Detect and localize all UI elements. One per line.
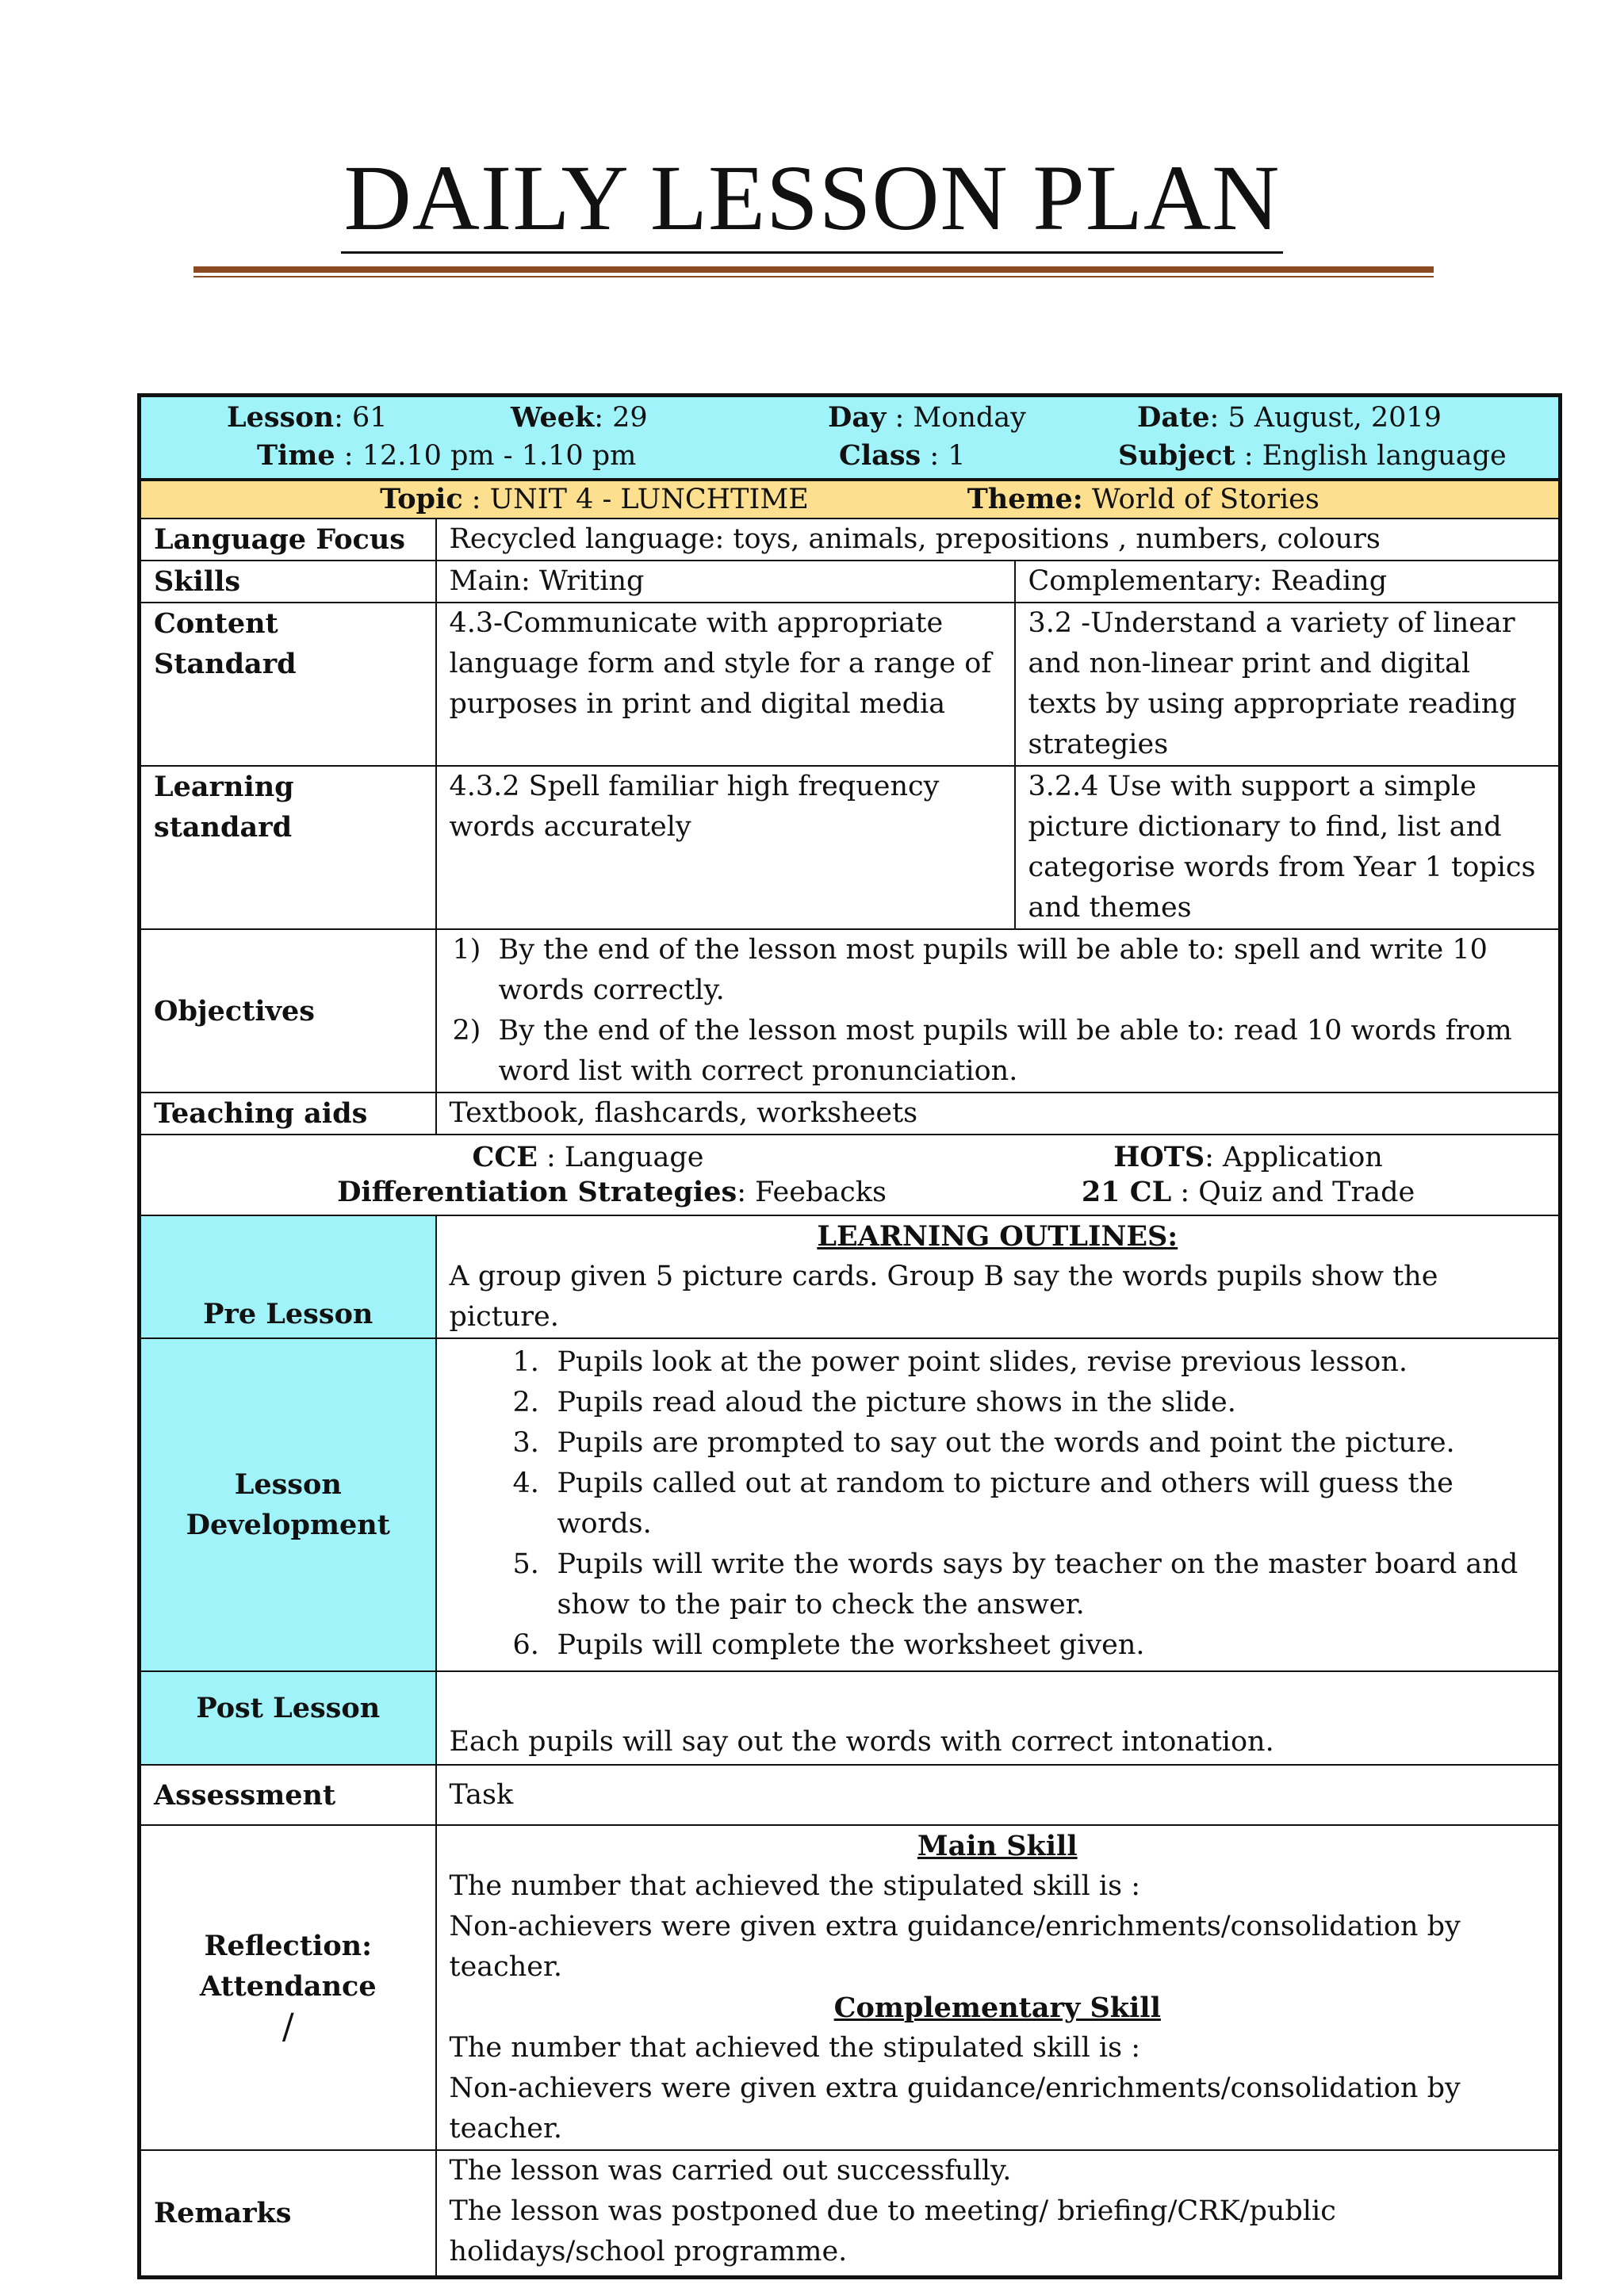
lesson-development-row: Lesson Development 1. Pupils look at the power point slides, revise previous lesson. 2. Pupils read aloud the picture shows in the slide. 3. Pupils are prompted to say out the words and point the picture. 4. Pupils called out at random to picture and others will guess the words. 5. Pupils will write the words says by teacher on the master board and show to the pair to check the answer. 6. Pupils will complete the worksheet given. <box>140 1338 1561 1671</box>
list-item: 3. Pupils are prompted to say out the words and point the picture. <box>512 1427 1455 1459</box>
title-divider <box>193 266 1434 273</box>
title-divider-thin <box>193 276 1434 277</box>
teaching-aids-row: Teaching aids Textbook, flashcards, worksheets <box>140 1093 1561 1135</box>
list-item: 2. Pupils read aloud the picture shows in the slide. <box>512 1387 1236 1418</box>
post-lesson-row: Post Lesson Each pupils will say out the words with correct intonation. <box>140 1671 1561 1765</box>
list-item: 2) By the end of the lesson most pupils will be able to: read 10 words from word list with correct pronunciation. <box>452 1015 1512 1087</box>
reflection-row: Reflection: Attendance / Main Skill The number that achieved the stipulated skill is : Non-achievers were given extra guidance/enrichments/consolidation by teacher. Complementary Skill The number that achieved the stipulated skill is : Non-achievers were given extra guidance/enrichments/consolidation by teacher. <box>140 1825 1561 2150</box>
objectives-list <box>450 930 1546 1092</box>
list-item: 5. Pupils will write the words says by teacher on the master board and show to the pair to check the answer. <box>512 1548 1519 1621</box>
list-item: 1) By the end of the lesson most pupils will be able to: spell and write 10 words correctly. <box>452 934 1488 1006</box>
remarks-row: Remarks The lesson was carried out successfully. The lesson was postponed due to meeting/ briefing/CRK/public holidays/school programme. <box>140 2150 1561 2278</box>
objectives-row: Objectives 1) By the end of the lesson most pupils will be able to: spell and write 10 words correctly. 2) By the end of the lesson most pupils will be able to: read 10 words from word list with correct pronunciation. <box>140 929 1561 1093</box>
cce-row: CCE : Language HOTS: Application Differentiation Strategies: Feebacks 21 CL : Quiz and Trade <box>140 1135 1561 1215</box>
list-item: 1. Pupils look at the power point slides, revise previous lesson. <box>512 1346 1408 1378</box>
assessment-row: Assessment Task <box>140 1765 1561 1825</box>
learning-standard-row: Learning standard 4.3.2 Spell familiar high frequency words accurately 3.2.4 Use with support a simple picture dictionary to find, list and categorise words from Year 1 topics and themes <box>140 766 1561 929</box>
lesson-plan-table <box>137 393 1562 2279</box>
topic-row: Topic : UNIT 4 - LUNCHTIME Theme: World of Stories <box>140 480 1561 519</box>
language-focus-row: Language Focus Recycled language: toys, animals, prepositions , numbers, colours <box>140 519 1561 561</box>
page-title: DAILY LESSON PLAN <box>0 147 1624 250</box>
list-item: 4. Pupils called out at random to picture and others will guess the words. <box>512 1468 1454 1540</box>
pre-lesson-row: Pre Lesson LEARNING OUTLINES: A group given 5 picture cards. Group B say the words pupils show the picture. <box>140 1215 1561 1338</box>
lesson-steps-list <box>450 1342 1546 1666</box>
skills-row: Skills Main: Writing Complementary: Reading <box>140 561 1561 603</box>
list-item: 6. Pupils will complete the worksheet given. <box>512 1629 1145 1661</box>
content-standard-row: Content Standard 4.3-Communicate with appropriate language form and style for a range of purposes in print and digital media 3.2 -Understand a variety of linear and non-linear print and digital texts by using appropriate reading strategies <box>140 603 1561 766</box>
header-row: Lesson: 61 Week: 29 Day : Monday Date: 5 August, 2019 Time : 12.10 pm - 1.10 pm Class : 1 Subject : English language <box>140 396 1561 480</box>
